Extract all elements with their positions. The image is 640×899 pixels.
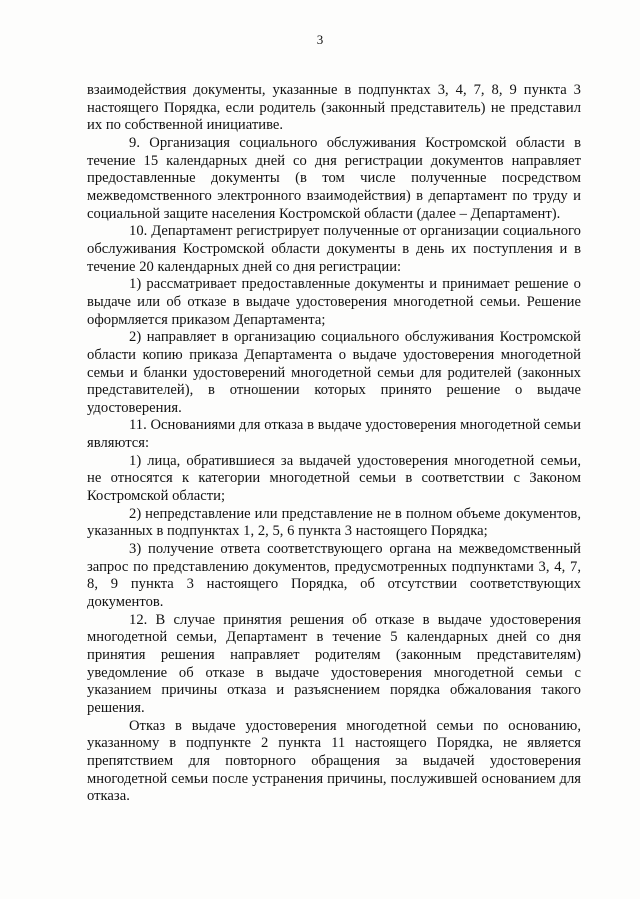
paragraph-refusal-note: Отказ в выдаче удостоверения многодетной семьи по основанию, указанному в подпункте 2 пункта 11 настоящего Порядка, не является препятствием для повторного обращения за выдачей удостоверения многодетной семьи после устранения причины, послужившей основанием для отказа. bbox=[87, 717, 581, 805]
paragraph-item-11: 11. Основаниями для отказа в выдаче удостоверения многодетной семьи являются: bbox=[87, 417, 581, 452]
paragraph-item-12: 12. В случае принятия решения об отказе в выдаче удостоверения многодетной семьи, Департамент в течение 5 календарных дней со дня принятия решения направляет родителям (законным представителям) уведомление об отказе в выдаче удостоверения многодетной семьи с указанием причины отказа и разъяснением порядка обжалования такого решения. bbox=[87, 611, 581, 716]
paragraph-item-11-sub-2: 2) непредставление или представление не в полном объеме документов, указанных в подпунктах 1, 2, 5, 6 пункта 3 настоящего Порядка; bbox=[87, 505, 581, 540]
paragraph-item-10-sub-2: 2) направляет в организацию социального обслуживания Костромской области копию приказа Департамента о выдаче удостоверения многодетной семьи и бланки удостоверений многодетной семьи для родителей (законных представителей), в отношении которых принято решение о выдаче удостоверения. bbox=[87, 329, 581, 416]
paragraph-continuation: взаимодействия документы, указанные в подпунктах 3, 4, 7, 8, 9 пункта 3 настоящего Порядка, если родитель (законный представитель) не представил их по собственной инициативе. bbox=[87, 82, 581, 134]
page-number: 3 bbox=[316, 32, 324, 47]
paragraph-item-10: 10. Департамент регистрирует полученные от организации социального обслуживания Костромской области документы в день их поступления и в течение 20 календарных дней со дня регистрации: bbox=[87, 223, 581, 275]
document-body bbox=[87, 82, 581, 806]
paragraph-item-9: 9. Организация социального обслуживания Костромской области в течение 15 календарных дней со дня регистрации документов направляет предоставленные документы (в том числе полученные посредством межведомственного электронного взаимодействия) в департамент по труду и социальной защите населения Костромской области (далее – Департамент). bbox=[87, 134, 581, 222]
paragraph-item-10-sub-1: 1) рассматривает предоставленные документы и принимает решение о выдаче или об отказе в выдаче удостоверения многодетной семьи. Решение оформляется приказом Департамента; bbox=[87, 276, 581, 328]
paragraph-item-11-sub-3: 3) получение ответа соответствующего органа на межведомственный запрос по представлению документов, предусмотренных подпунктами 3, 4, 7, 8, 9 пункта 3 настоящего Порядка, об отсутствии соответствующих документов. bbox=[87, 541, 581, 611]
paragraph-item-11-sub-1: 1) лица, обратившиеся за выдачей удостоверения многодетной семьи, не относятся к категории многодетной семьи в соответствии с Законом Костромской области; bbox=[87, 452, 581, 505]
